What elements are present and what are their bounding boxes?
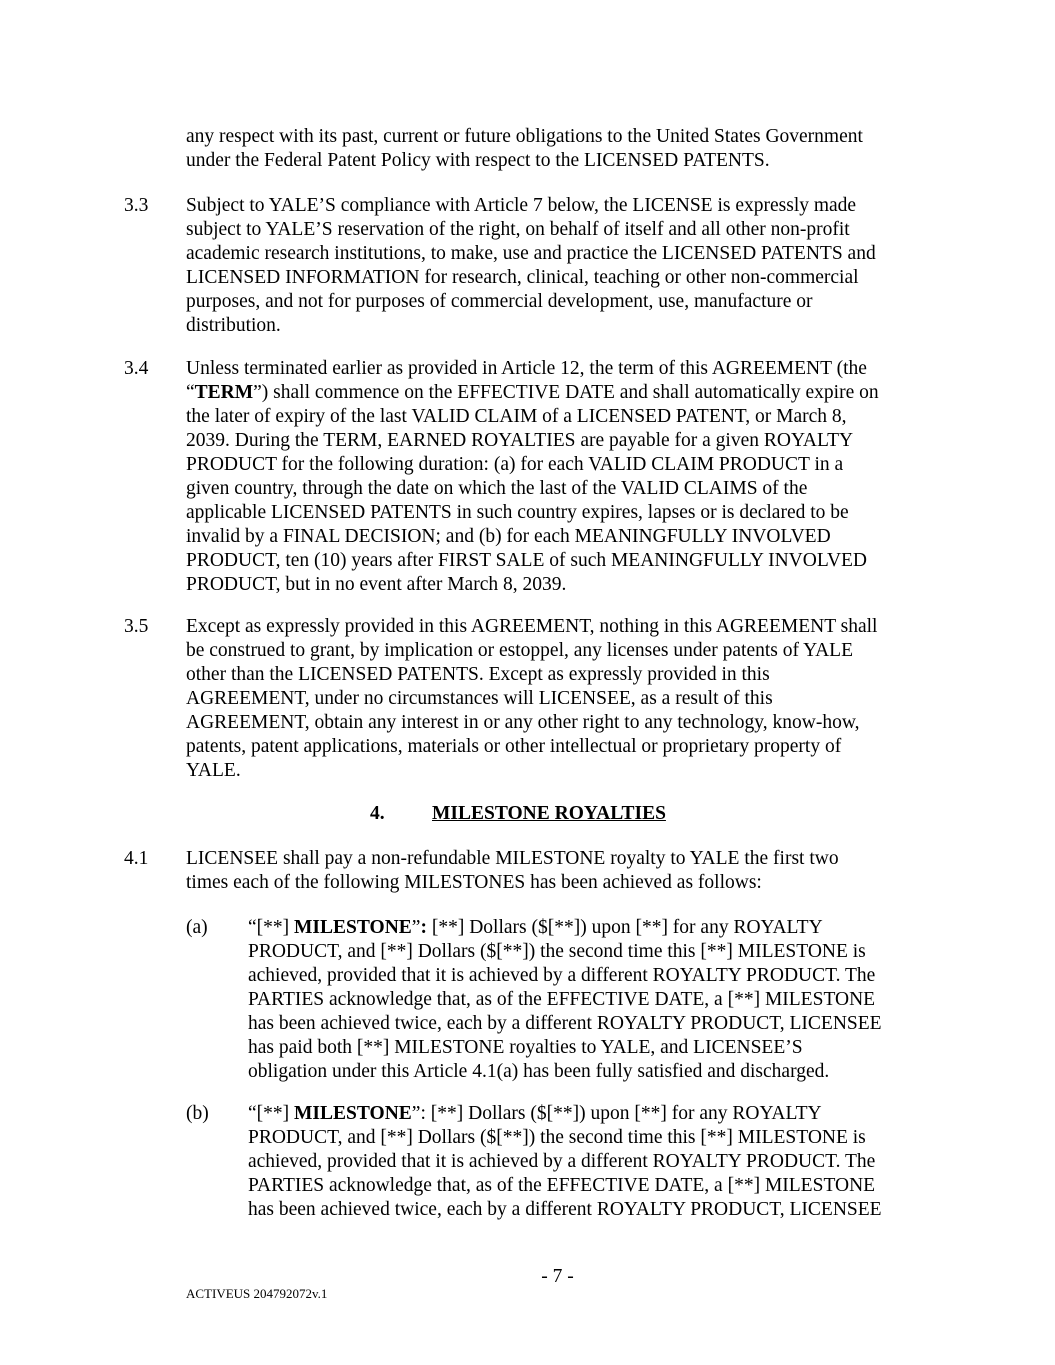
text-line: be construed to grant, by implication or estoppel, any licenses under patents of YALE: [186, 640, 853, 661]
text-line: PRODUCT, ten (10) years after FIRST SALE of such MEANINGFULLY INVOLVED: [186, 550, 868, 571]
text-line: [186, 381, 936, 405]
text-line: patents, patent applications, materials or other intellectual or proprietary property of: [186, 736, 842, 757]
article-heading: [370, 802, 666, 826]
subitem-a-paragraph: [248, 916, 938, 1084]
text-line: subject to YALE’S reservation of the right, on behalf of itself and all other non-profit: [186, 219, 850, 240]
document-id: ACTIVEUS 204792072v.1: [186, 1286, 328, 1301]
article-title: MILESTONE ROYALTIES: [432, 803, 666, 824]
section-3-5-paragraph: [186, 615, 936, 783]
close-quote: ”: [411, 917, 421, 938]
text-line: PARTIES acknowledge that, as of the EFFECTIVE DATE, a [**] MILESTONE: [248, 989, 876, 1010]
section-number: 3.5: [124, 616, 149, 637]
text-run: ”: [**] Dollars ($[**]) upon [**] for any ROYALTY: [411, 1103, 822, 1124]
text-line: PRODUCT, and [**] Dollars ($[**]) the second time this [**] MILESTONE is: [248, 941, 866, 962]
text-line: AGREEMENT, obtain any interest in or any other right to any technology, know-how,: [186, 712, 860, 733]
text-line: academic research institutions, to make, use and practice the LICENSED PATENTS and: [186, 243, 876, 264]
subitem-label: (a): [186, 917, 208, 938]
bold-colon: :: [420, 917, 427, 938]
subitem-label: (b): [186, 1103, 209, 1124]
text-line: any respect with its past, current or future obligations to the United States Government: [186, 126, 863, 147]
section-number: 4.1: [124, 848, 149, 869]
text-line: PRODUCT, and [**] Dollars ($[**]) the second time this [**] MILESTONE is: [248, 1127, 866, 1148]
text-line: invalid by a FINAL DECISION; and (b) for each MEANINGFULLY INVOLVED: [186, 526, 831, 547]
page-number: - 7 -: [541, 1266, 574, 1287]
text-line: times each of the following MILESTONES has been achieved as follows:: [186, 872, 762, 893]
section-4-1-paragraph: [186, 847, 936, 895]
subitem-b-paragraph: [248, 1102, 938, 1222]
text-line: PRODUCT for the following duration: (a) for each VALID CLAIM PRODUCT in a: [186, 454, 844, 475]
section-3-3-paragraph: [186, 194, 936, 338]
intro-paragraph: [186, 125, 936, 173]
text-run: ”) shall commence on the EFFECTIVE DATE and shall automatically expire on: [253, 382, 879, 403]
section-3-4-paragraph: [186, 357, 936, 597]
text-line: Except as expressly provided in this AGREEMENT, nothing in this AGREEMENT shall: [186, 616, 878, 637]
text-line: PARTIES acknowledge that, as of the EFFECTIVE DATE, a [**] MILESTONE: [248, 1175, 876, 1196]
text-line: YALE.: [186, 760, 241, 781]
text-run: [**] Dollars ($[**]) upon [**] for any ROYALTY: [426, 917, 823, 938]
text-line: achieved, provided that it is achieved by a different ROYALTY PRODUCT. The: [248, 965, 876, 986]
text-line: achieved, provided that it is achieved by a different ROYALTY PRODUCT. The: [248, 1151, 876, 1172]
text-line: applicable LICENSED PATENTS in such country expires, lapses or is declared to be: [186, 502, 849, 523]
text-line: distribution.: [186, 315, 281, 336]
text-line: other than the LICENSED PATENTS. Except as expressly provided in this: [186, 664, 770, 685]
text-line: 2039. During the TERM, EARNED ROYALTIES are payable for a given ROYALTY: [186, 430, 854, 451]
defined-term: MILESTONE: [294, 1103, 412, 1124]
text-line: has been achieved twice, each by a different ROYALTY PRODUCT, LICENSEE: [248, 1199, 882, 1220]
text-line: [248, 916, 938, 940]
text-line: under the Federal Patent Policy with respect to the LICENSED PATENTS.: [186, 150, 770, 171]
text-line: LICENSED INFORMATION for research, clinical, teaching or other non-commercial: [186, 267, 859, 288]
text-run: “[**]: [248, 917, 295, 938]
text-line: Subject to YALE’S compliance with Article 7 below, the LICENSE is expressly made: [186, 195, 857, 216]
text-line: AGREEMENT, under no circumstances will LICENSEE, as a result of this: [186, 688, 773, 709]
article-number: 4.: [370, 803, 385, 824]
open-quote: “: [186, 382, 195, 403]
text-run: “[**]: [248, 1103, 295, 1124]
defined-term: MILESTONE: [294, 917, 412, 938]
text-line: PRODUCT, but in no event after March 8, 2039.: [186, 574, 567, 595]
text-line: [248, 1102, 938, 1126]
defined-term: TERM: [194, 382, 254, 403]
text-line: Unless terminated earlier as provided in Article 12, the term of this AGREEMENT (the: [186, 358, 867, 379]
text-line: obligation under this Article 4.1(a) has been fully satisfied and discharged.: [248, 1061, 830, 1082]
text-line: has paid both [**] MILESTONE royalties to YALE, and LICENSEE’S: [248, 1037, 803, 1058]
text-line: has been achieved twice, each by a different ROYALTY PRODUCT, LICENSEE: [248, 1013, 882, 1034]
text-line: the later of expiry of the last VALID CLAIM of a LICENSED PATENT, or March 8,: [186, 406, 847, 427]
text-line: given country, through the date on which the last of the VALID CLAIMS of the: [186, 478, 808, 499]
section-number: 3.3: [124, 195, 149, 216]
section-number: 3.4: [124, 358, 149, 379]
text-line: LICENSEE shall pay a non-refundable MILESTONE royalty to YALE the first two: [186, 848, 839, 869]
text-line: purposes, and not for purposes of commercial development, use, manufacture or: [186, 291, 813, 312]
